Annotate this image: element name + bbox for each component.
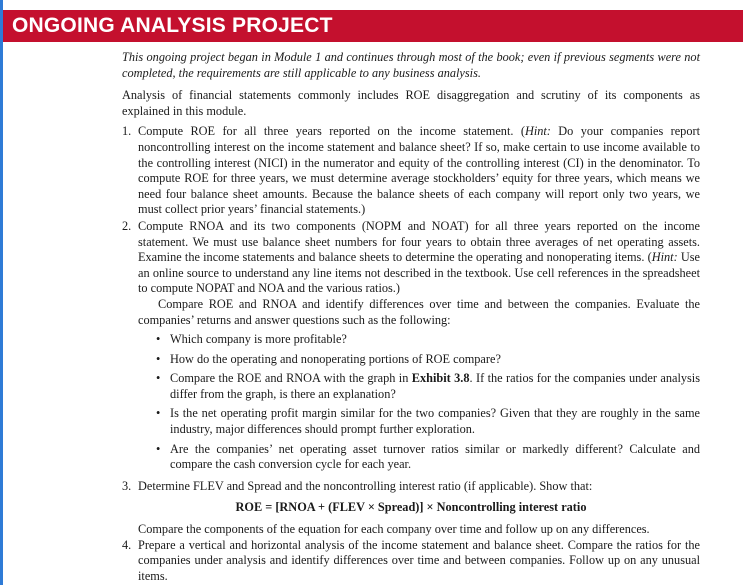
list-item-4 bbox=[122, 538, 700, 585]
section-header: ONGOING ANALYSIS PROJECT bbox=[3, 10, 743, 42]
list-item-1 bbox=[122, 124, 700, 218]
bullet-icon: • bbox=[156, 351, 161, 366]
item-text: Compute RNOA and its two components (NOPM and NOAT) for all three years reported on the income statement. We must use balance sheet numbers for four years to obtain three averages of net operating assets. Examine the income statements and balance sheets to determine the operating and nonoperating items. (Hint: Use an online source to understand any line items not described in the textbook. Use cell references in the spreadsheet to compute NOPAT and NOA and the various ratios.) bbox=[138, 218, 701, 296]
hint-label: Hint: bbox=[651, 250, 678, 265]
left-accent-bar bbox=[0, 0, 3, 585]
list-item: • Compare the ROE and RNOA with the graph in Exhibit 3.8. If the ratios for the companies under analysis differ from the graph, is there an explanation? bbox=[156, 371, 701, 401]
item-text: Prepare a vertical and horizontal analysis of the income statement and balance sheet. Compare the ratios for the companies under analysis and identify differences over time and between companies. Follow up on any unusual items. bbox=[138, 537, 700, 583]
bullet-icon: • bbox=[156, 332, 161, 347]
bullet-icon: • bbox=[156, 371, 161, 386]
bullet-icon: • bbox=[156, 441, 161, 456]
item-followup: Compare ROE and RNOA and identify differences over time and between the companies. Evaluate the companies’ returns and answer questions such as the following: bbox=[138, 296, 700, 327]
roe-formula: ROE = [RNOA + (FLEV × Spread)] × Noncontrolling interest ratio bbox=[235, 500, 587, 515]
exhibit-reference: Exhibit 3.8 bbox=[411, 371, 470, 386]
content bbox=[122, 50, 700, 584]
list-item: • Which company is more profitable? bbox=[156, 332, 347, 347]
item-number: 4. bbox=[122, 537, 132, 552]
intro-paragraph: This ongoing project began in Module 1 and continues through most of the book; even if previous segments were not completed, the requirements are still applicable to any business analysis. bbox=[122, 50, 700, 80]
list-item-2 bbox=[122, 219, 700, 473]
item-number: 2. bbox=[122, 218, 132, 233]
item-number: 1. bbox=[122, 124, 132, 139]
hint-label: Hint: bbox=[524, 124, 551, 139]
bullet-icon: • bbox=[156, 406, 161, 421]
body-paragraph: Analysis of financial statements commonly includes ROE disaggregation and scrutiny of its components as explained in this module. bbox=[122, 88, 700, 118]
list-item: • Are the companies’ net operating asset turnover ratios similar or markedly different? Calculate and compare the cash conversion cycle for each year. bbox=[156, 441, 700, 472]
list-item-3 bbox=[122, 479, 700, 495]
item-number: 3. bbox=[122, 478, 132, 493]
formula-note: Compare the components of the equation for each company over time and follow up on any differences. bbox=[138, 522, 650, 537]
list-item: • How do the operating and nonoperating portions of ROE compare? bbox=[156, 351, 501, 366]
question-list bbox=[138, 332, 700, 473]
item-text: Compute ROE for all three years reported on the income statement. (Hint: Do your companies report noncontrolling interest on the income statement and balance sheet? If so, make certain to use income available to the controlling interest (NICI) in the numerator and equity of the controlling interest (CI) in the denominator. To compute ROE for three years, we must determine average stockholders’ equity for three years, which means we need four balance sheet amounts. Because the balance sheets of each company will report only two years, we must collect prior years’ financial statements.) bbox=[138, 124, 700, 217]
list-item: • Is the net operating profit margin similar for the two companies? Given that they are roughly in the same industry, major differences should prompt further exploration. bbox=[156, 406, 700, 437]
item-text: Determine FLEV and Spread and the noncontrolling interest ratio (if applicable). Show that: bbox=[138, 478, 593, 493]
